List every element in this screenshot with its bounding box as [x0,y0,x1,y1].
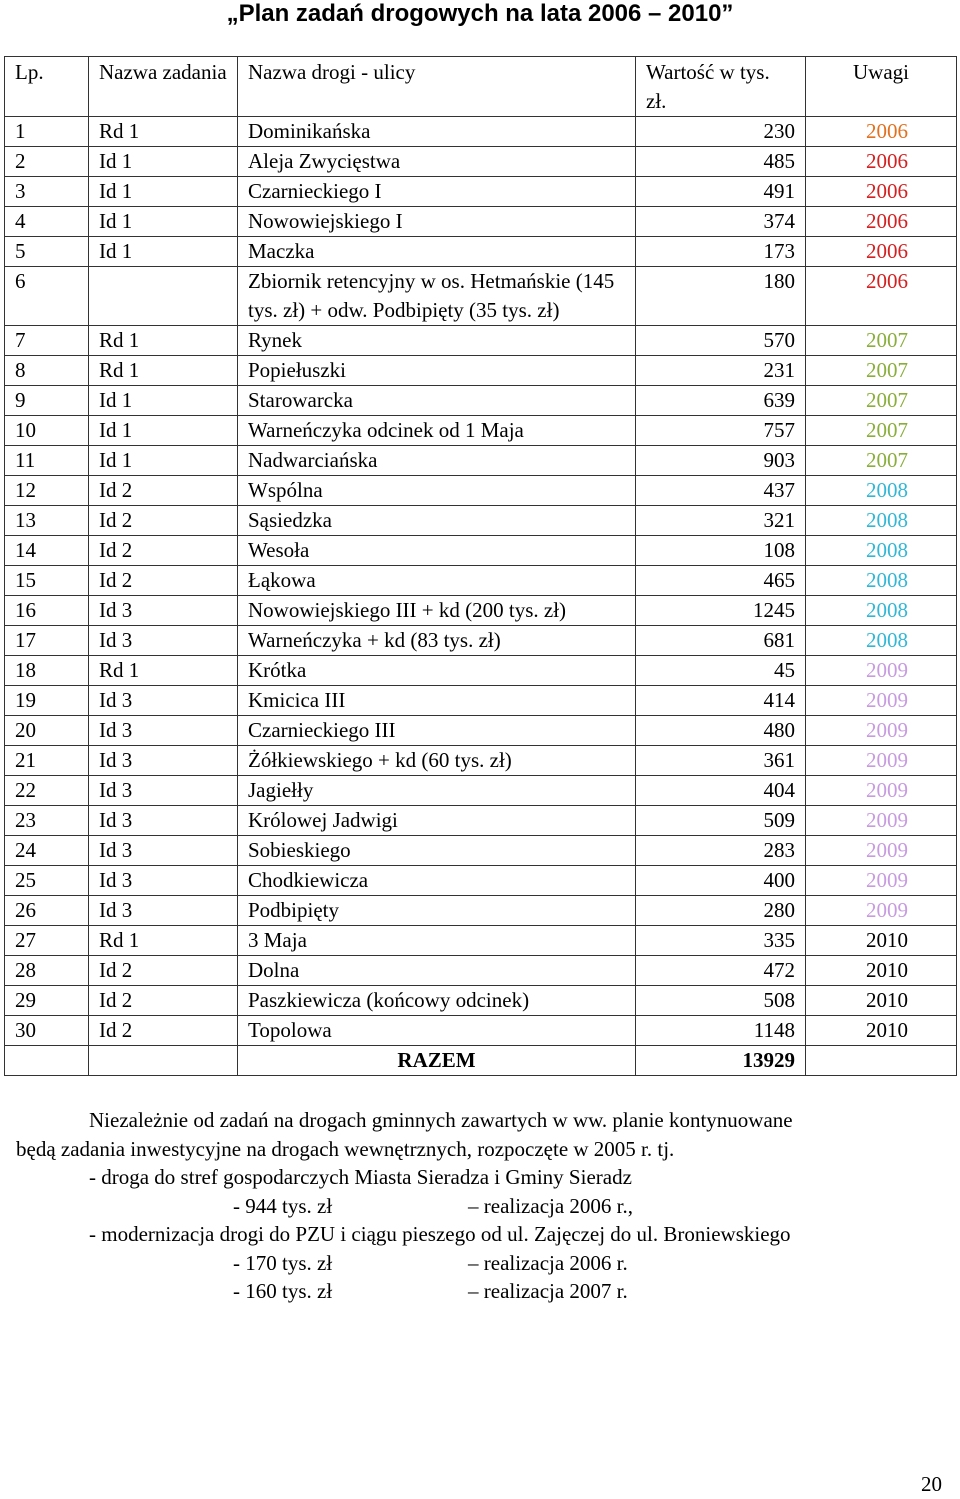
cell-value: 108 [636,536,806,566]
table-row [5,806,957,836]
cell-lp: 6 [5,267,89,326]
cell-task-name: Id 1 [89,207,238,237]
cell-task-name: Id 2 [89,566,238,596]
cell-road-name: Warneńczyka + kd (83 tys. zł) [238,626,636,656]
table-row [5,956,957,986]
table-row [5,866,957,896]
cell-value: 903 [636,446,806,476]
table-row [5,746,957,776]
notes-amount-160: - 160 tys. zł [233,1279,333,1303]
total-label: RAZEM [238,1046,636,1076]
cell-task-name: Id 2 [89,986,238,1016]
cell-lp: 15 [5,566,89,596]
cell-road-name: Żółkiewskiego + kd (60 tys. zł) [238,746,636,776]
cell-road-name: Topolowa [238,1016,636,1046]
cell-lp: 29 [5,986,89,1016]
notes-line-2: będą zadania inwestycyjne na drogach wewnętrznych, rozpoczęte w 2005 r. tj. [16,1136,675,1161]
cell-road-name: Sobieskiego [238,836,636,866]
cell-task-name: Id 3 [89,686,238,716]
table-row [5,986,957,1016]
total-empty-lp [5,1046,89,1076]
cell-note: 2008 [806,566,957,596]
cell-note: 2009 [806,716,957,746]
cell-value: 374 [636,207,806,237]
cell-lp: 18 [5,656,89,686]
cell-lp: 4 [5,207,89,237]
table-row [5,356,957,386]
table-row [5,896,957,926]
notes-realization-2: – realizacja 2006 r. [468,1250,628,1275]
notes-line-1: Niezależnie od zadań na drogach gminnych zawartych w ww. planie kontynuowane [89,1108,793,1132]
cell-note: 2008 [806,596,957,626]
page-number: 20 [921,1472,942,1496]
cell-value: 404 [636,776,806,806]
total-value: 13929 [636,1046,806,1076]
cell-road-name: Maczka [238,237,636,267]
cell-task-name: Rd 1 [89,656,238,686]
cell-road-name: Sąsiedzka [238,506,636,536]
cell-task-name: Id 2 [89,506,238,536]
table-row [5,386,957,416]
cell-value: 480 [636,716,806,746]
notes-amount-170: - 170 tys. zł [233,1250,333,1275]
document-title: „Plan zadań drogowych na lata 2006 – 2010” [226,0,734,27]
cell-lp: 1 [5,117,89,147]
cell-lp: 12 [5,476,89,506]
header-task-name: Nazwa zadania [89,57,238,117]
cell-lp: 11 [5,446,89,476]
table-row [5,416,957,446]
cell-lp: 21 [5,746,89,776]
cell-lp: 24 [5,836,89,866]
cell-lp: 13 [5,506,89,536]
cell-note: 2009 [806,656,957,686]
cell-lp: 25 [5,866,89,896]
cell-note: 2007 [806,386,957,416]
cell-lp: 30 [5,1016,89,1046]
total-row [5,1046,957,1076]
cell-road-name: Królowej Jadwigi [238,806,636,836]
cell-value: 472 [636,956,806,986]
cell-value: 465 [636,566,806,596]
cell-value: 361 [636,746,806,776]
cell-lp: 5 [5,237,89,267]
table-row [5,476,957,506]
cell-task-name: Id 3 [89,836,238,866]
cell-note: 2009 [806,866,957,896]
cell-note: 2009 [806,806,957,836]
cell-task-name: Id 3 [89,596,238,626]
cell-lp: 10 [5,416,89,446]
notes-line-3: - droga do stref gospodarczych Miasta Sieradza i Gminy Sieradz [89,1165,632,1189]
cell-road-name: Nowowiejskiego III + kd (200 tys. zł) [238,596,636,626]
table-row [5,326,957,356]
cell-note: 2007 [806,416,957,446]
table-row [5,716,957,746]
cell-road-name: Jagiełły [238,776,636,806]
cell-value: 570 [636,326,806,356]
cell-road-name: Nowowiejskiego I [238,207,636,237]
cell-note: 2009 [806,686,957,716]
cell-road-name: Starowarcka [238,386,636,416]
cell-value: 639 [636,386,806,416]
cell-note: 2009 [806,776,957,806]
cell-road-name: Łąkowa [238,566,636,596]
cell-value: 1245 [636,596,806,626]
cell-value: 335 [636,926,806,956]
table-row [5,536,957,566]
cell-task-name: Rd 1 [89,926,238,956]
cell-note: 2006 [806,177,957,207]
cell-value: 231 [636,356,806,386]
cell-lp: 3 [5,177,89,207]
cell-road-name: Warneńczyka odcinek od 1 Maja [238,416,636,446]
cell-task-name: Rd 1 [89,356,238,386]
cell-note: 2008 [806,476,957,506]
cell-value: 180 [636,267,806,326]
cell-lp: 27 [5,926,89,956]
cell-task-name: Id 1 [89,147,238,177]
table-row [5,926,957,956]
cell-task-name: Rd 1 [89,326,238,356]
cell-road-name: Kmicica III [238,686,636,716]
cell-note: 2010 [806,986,957,1016]
cell-road-name: Nadwarciańska [238,446,636,476]
cell-road-name: Podbipięty [238,896,636,926]
cell-task-name: Id 2 [89,536,238,566]
cell-note: 2006 [806,207,957,237]
cell-lp: 26 [5,896,89,926]
cell-note: 2007 [806,326,957,356]
cell-task-name: Id 3 [89,896,238,926]
table-row [5,147,957,177]
cell-road-name: Chodkiewicza [238,866,636,896]
table-row [5,237,957,267]
cell-value: 283 [636,836,806,866]
cell-note: 2007 [806,446,957,476]
total-empty-task [89,1046,238,1076]
cell-value: 1148 [636,1016,806,1046]
cell-task-name: Id 1 [89,446,238,476]
table-row [5,446,957,476]
cell-value: 400 [636,866,806,896]
cell-value: 757 [636,416,806,446]
cell-road-name: Aleja Zwycięstwa [238,147,636,177]
table-row [5,1016,957,1046]
table-row [5,207,957,237]
cell-road-name: Dolna [238,956,636,986]
cell-lp: 19 [5,686,89,716]
table-row [5,626,957,656]
cell-note: 2010 [806,956,957,986]
cell-note: 2009 [806,746,957,776]
cell-lp: 20 [5,716,89,746]
cell-task-name [89,267,238,326]
notes-line-5: - modernizacja drogi do PZU i ciągu pieszego od ul. Zajęczej do ul. Broniewskiego [89,1222,791,1246]
table-row [5,117,957,147]
header-notes: Uwagi [806,57,957,117]
cell-road-name: Dominikańska [238,117,636,147]
cell-task-name: Id 1 [89,416,238,446]
cell-task-name: Id 3 [89,866,238,896]
cell-road-name: Zbiornik retencyjny w os. Hetmańskie (145 tys. zł) + odw. Podbipięty (35 tys. zł) [238,267,636,326]
notes-amount-944: - 944 tys. zł [233,1193,333,1218]
cell-road-name: Wesoła [238,536,636,566]
cell-note: 2008 [806,626,957,656]
cell-note: 2008 [806,506,957,536]
cell-note: 2008 [806,536,957,566]
table-row [5,776,957,806]
header-value: Wartość w tys. zł. [636,57,806,117]
cell-road-name: Czarnieckiego I [238,177,636,207]
cell-note: 2010 [806,1016,957,1046]
cell-value: 509 [636,806,806,836]
header-lp: Lp. [5,57,89,117]
table-row [5,596,957,626]
cell-note: 2006 [806,267,957,326]
cell-task-name: Id 3 [89,716,238,746]
cell-road-name: Rynek [238,326,636,356]
table-header-row [5,57,957,117]
header-road-name: Nazwa drogi - ulicy [238,57,636,117]
notes-line-4 [16,1192,936,1221]
notes-realization-1: – realizacja 2006 r., [468,1193,634,1218]
cell-road-name: 3 Maja [238,926,636,956]
cell-lp: 23 [5,806,89,836]
cell-note: 2009 [806,836,957,866]
cell-task-name: Rd 1 [89,117,238,147]
table-row [5,566,957,596]
cell-task-name: Id 1 [89,177,238,207]
table-row [5,506,957,536]
cell-note: 2007 [806,356,957,386]
table-row [5,686,957,716]
cell-value: 230 [636,117,806,147]
cell-lp: 16 [5,596,89,626]
notes-line-7 [16,1277,936,1306]
cell-lp: 17 [5,626,89,656]
cell-value: 681 [636,626,806,656]
table-row [5,656,957,686]
table-body [5,57,957,1076]
road-tasks-table [4,56,957,1076]
cell-lp: 28 [5,956,89,986]
cell-task-name: Id 3 [89,806,238,836]
cell-task-name: Id 1 [89,237,238,267]
cell-value: 280 [636,896,806,926]
cell-task-name: Id 3 [89,626,238,656]
additional-notes [16,1106,936,1306]
cell-lp: 8 [5,356,89,386]
cell-lp: 7 [5,326,89,356]
cell-task-name: Id 3 [89,746,238,776]
cell-value: 485 [636,147,806,177]
cell-lp: 14 [5,536,89,566]
cell-value: 437 [636,476,806,506]
cell-road-name: Paszkiewicza (końcowy odcinek) [238,986,636,1016]
cell-note: 2006 [806,117,957,147]
cell-lp: 2 [5,147,89,177]
cell-value: 491 [636,177,806,207]
cell-task-name: Id 3 [89,776,238,806]
cell-lp: 22 [5,776,89,806]
cell-road-name: Wspólna [238,476,636,506]
cell-road-name: Popiełuszki [238,356,636,386]
cell-task-name: Id 2 [89,476,238,506]
table-row [5,177,957,207]
notes-line-6 [16,1249,936,1278]
cell-task-name: Id 2 [89,956,238,986]
notes-realization-3: – realizacja 2007 r. [468,1279,628,1303]
cell-value: 173 [636,237,806,267]
table-row [5,836,957,866]
cell-note: 2009 [806,896,957,926]
cell-value: 508 [636,986,806,1016]
cell-note: 2006 [806,147,957,177]
cell-road-name: Krótka [238,656,636,686]
cell-task-name: Id 1 [89,386,238,416]
total-empty-note [806,1046,957,1076]
cell-lp: 9 [5,386,89,416]
cell-value: 321 [636,506,806,536]
cell-note: 2006 [806,237,957,267]
table-row [5,267,957,326]
cell-value: 45 [636,656,806,686]
cell-note: 2010 [806,926,957,956]
cell-task-name: Id 2 [89,1016,238,1046]
cell-value: 414 [636,686,806,716]
cell-road-name: Czarnieckiego III [238,716,636,746]
